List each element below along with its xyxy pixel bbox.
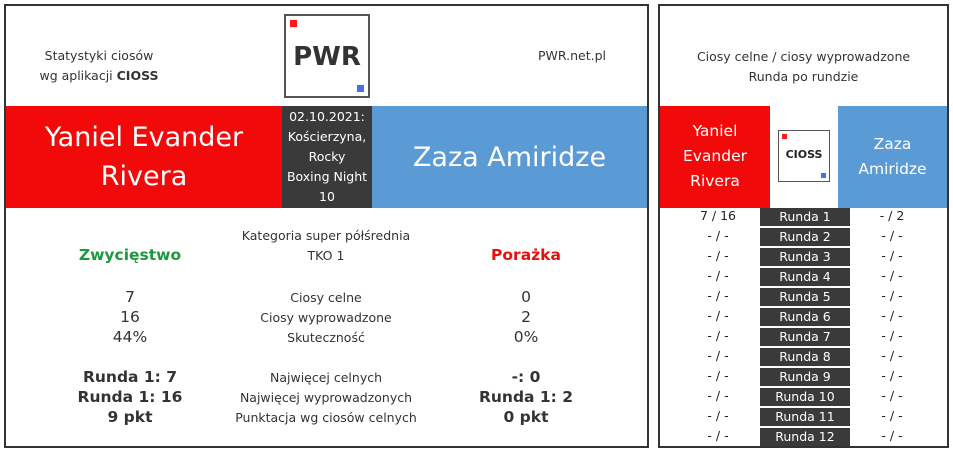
round-blue-value: - / - bbox=[881, 268, 903, 283]
stat-label-score: Punktacja wg ciosów celnych bbox=[235, 410, 417, 425]
round-label: Runda 4 bbox=[760, 268, 850, 286]
cioss-logo bbox=[778, 130, 830, 182]
round-row bbox=[660, 267, 947, 287]
round-by-round-panel bbox=[658, 4, 949, 448]
stat-label-most-landed: Najwięcej celnych bbox=[269, 370, 383, 385]
cioss-logo-text: CIOSS bbox=[785, 148, 823, 161]
round-label: Runda 7 bbox=[760, 328, 850, 346]
round-blue-value: - / - bbox=[881, 428, 903, 443]
round-red-value: - / - bbox=[707, 268, 729, 283]
round-blue-value: - / - bbox=[881, 348, 903, 363]
red-score: 9 pkt bbox=[107, 408, 153, 426]
right-blue-band bbox=[838, 106, 947, 208]
round-row bbox=[660, 287, 947, 307]
right-red-fighter-name: Yaniel Evander Rivera bbox=[682, 122, 748, 190]
round-blue-value: - / - bbox=[881, 388, 903, 403]
fight-stats-panel bbox=[4, 4, 649, 448]
round-label: Runda 11 bbox=[760, 408, 850, 426]
right-red-band bbox=[660, 106, 770, 208]
stat-label-thrown: Ciosy wyprowadzone bbox=[260, 310, 392, 325]
round-row bbox=[660, 307, 947, 327]
round-red-value: - / - bbox=[707, 248, 729, 263]
red-most-landed: Runda 1: 7 bbox=[82, 368, 178, 386]
round-red-value: - / - bbox=[707, 408, 729, 423]
round-row bbox=[660, 407, 947, 427]
rounds-table bbox=[660, 207, 947, 447]
pwr-logo-text: PWR bbox=[293, 42, 361, 72]
round-red-value: 7 / 16 bbox=[699, 208, 737, 223]
red-accuracy: 44% bbox=[112, 328, 148, 346]
round-red-value: - / - bbox=[707, 308, 729, 323]
blue-score: 0 pkt bbox=[503, 408, 549, 426]
event-text: 02.10.2021: Kościerzyna, Rocky Boxing Night 10 bbox=[286, 109, 368, 204]
round-label: Runda 12 bbox=[760, 428, 850, 446]
event-info bbox=[282, 106, 372, 208]
round-blue-value: - / - bbox=[881, 248, 903, 263]
stats-caption-prefix: wg aplikacji bbox=[39, 68, 117, 83]
stats-caption-line1: Statystyki ciosów bbox=[44, 48, 154, 63]
round-red-value: - / - bbox=[707, 348, 729, 363]
round-row bbox=[660, 427, 947, 447]
red-result: Zwycięstwo bbox=[78, 246, 182, 264]
blue-fighter-name: Zaza Amiridze bbox=[412, 142, 607, 173]
round-red-value: - / - bbox=[707, 288, 729, 303]
round-label: Runda 9 bbox=[760, 368, 850, 386]
round-caption-line1: Ciosy celne / ciosy wyprowadzone bbox=[696, 49, 911, 64]
round-caption bbox=[660, 47, 947, 87]
round-blue-value: - / 2 bbox=[879, 208, 905, 223]
right-blue-fighter-name: Zaza Amiridze bbox=[858, 135, 927, 178]
blue-most-thrown: Runda 1: 2 bbox=[478, 388, 574, 406]
result-method: TKO 1 bbox=[307, 248, 345, 263]
round-red-value: - / - bbox=[707, 428, 729, 443]
round-blue-value: - / - bbox=[881, 288, 903, 303]
stat-label-landed: Ciosy celne bbox=[290, 290, 362, 305]
round-red-value: - / - bbox=[707, 388, 729, 403]
round-row bbox=[660, 387, 947, 407]
blue-accuracy: 0% bbox=[513, 328, 539, 346]
round-row bbox=[660, 247, 947, 267]
site-url: PWR.net.pl bbox=[538, 48, 607, 63]
stat-label-most-thrown: Najwięcej wyprowadzonych bbox=[239, 390, 413, 405]
round-label: Runda 8 bbox=[760, 348, 850, 366]
logo-blue-square-icon bbox=[357, 85, 364, 92]
blue-punches-thrown: 2 bbox=[521, 308, 531, 326]
stats-caption-app: CIOSS bbox=[116, 68, 159, 83]
red-fighter-name: Yaniel Evander Rivera bbox=[44, 122, 244, 193]
stats-caption bbox=[24, 46, 174, 86]
red-most-thrown: Runda 1: 16 bbox=[77, 388, 183, 406]
round-red-value: - / - bbox=[707, 368, 729, 383]
round-caption-line2: Runda po rundzie bbox=[748, 69, 859, 84]
logo-red-square-icon bbox=[290, 20, 297, 27]
red-punches-thrown: 16 bbox=[120, 308, 140, 326]
round-label: Runda 1 bbox=[760, 208, 850, 226]
pwr-logo bbox=[284, 14, 370, 98]
round-label: Runda 3 bbox=[760, 248, 850, 266]
blue-punches-landed: 0 bbox=[521, 288, 531, 306]
round-row bbox=[660, 227, 947, 247]
red-fighter-band bbox=[6, 106, 282, 208]
red-punches-landed: 7 bbox=[125, 288, 135, 306]
round-blue-value: - / - bbox=[881, 408, 903, 423]
round-row bbox=[660, 327, 947, 347]
round-red-value: - / - bbox=[707, 328, 729, 343]
cioss-blue-square-icon bbox=[821, 173, 826, 178]
round-row bbox=[660, 347, 947, 367]
blue-fighter-band bbox=[372, 106, 647, 208]
right-logo-area bbox=[770, 106, 838, 208]
weight-category: Kategoria super półśrednia bbox=[241, 228, 411, 243]
round-label: Runda 5 bbox=[760, 288, 850, 306]
round-row bbox=[660, 207, 947, 227]
round-blue-value: - / - bbox=[881, 328, 903, 343]
round-row bbox=[660, 367, 947, 387]
cioss-red-square-icon bbox=[782, 134, 787, 139]
stat-label-accuracy: Skuteczność bbox=[287, 330, 365, 345]
blue-result: Porażka bbox=[491, 246, 561, 264]
round-label: Runda 2 bbox=[760, 228, 850, 246]
round-red-value: - / - bbox=[707, 228, 729, 243]
round-label: Runda 6 bbox=[760, 308, 850, 326]
blue-most-landed: -: 0 bbox=[511, 368, 541, 386]
round-blue-value: - / - bbox=[881, 228, 903, 243]
round-label: Runda 10 bbox=[760, 388, 850, 406]
round-blue-value: - / - bbox=[881, 368, 903, 383]
round-blue-value: - / - bbox=[881, 308, 903, 323]
stats-caption-line2 bbox=[24, 66, 174, 86]
